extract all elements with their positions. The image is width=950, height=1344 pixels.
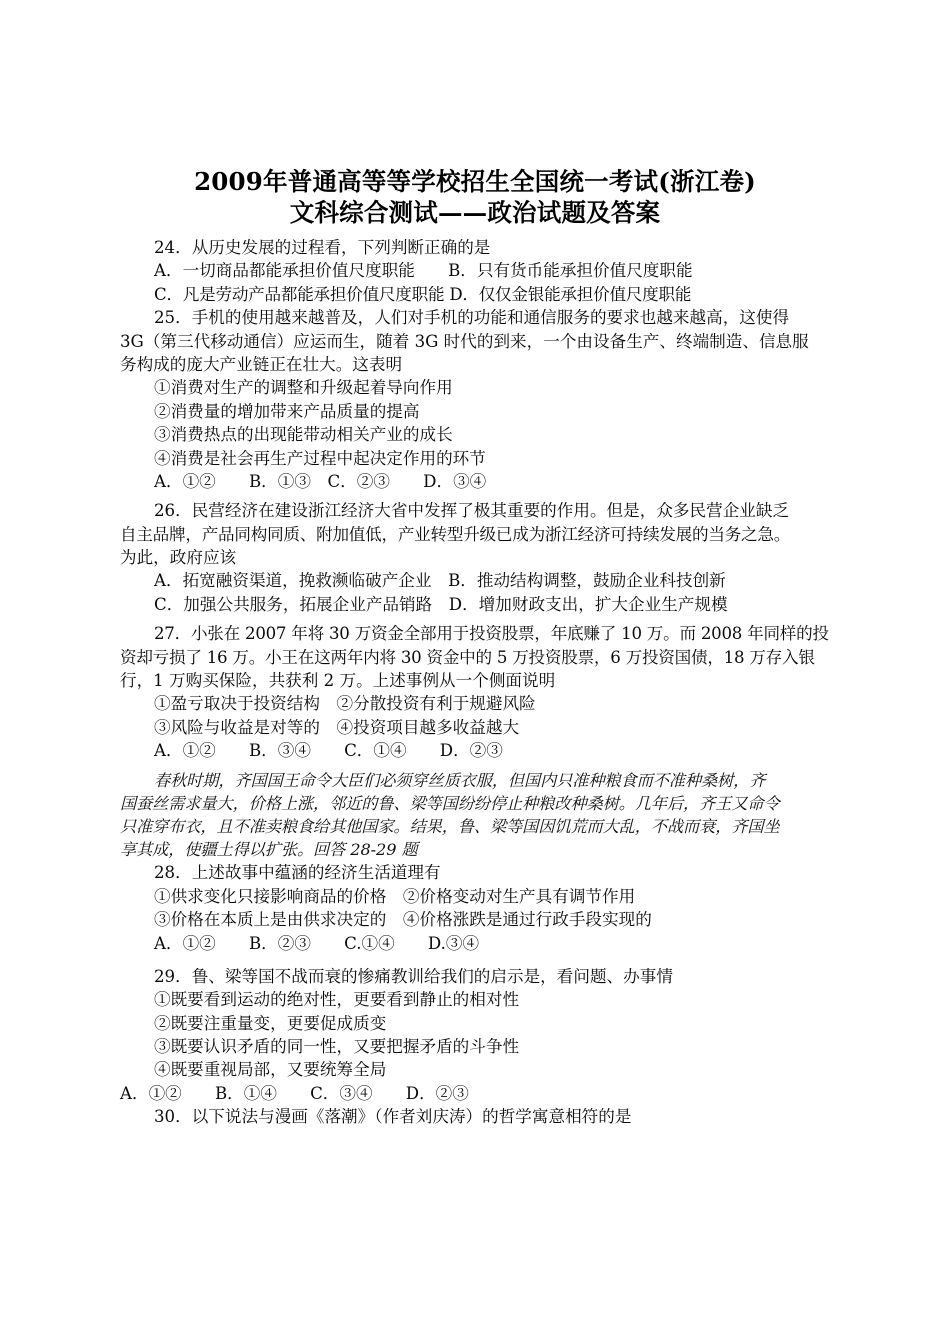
passage-line-2: 国蚕丝需求量大，价格上涨，邻近的鲁、梁等国纷纷停止种粮改种桑树。几年后，齐王又命令 (120, 793, 780, 813)
document-title (120, 166, 830, 228)
question-26 (120, 499, 832, 616)
question-28-stem: 28．上述故事中蕴涵的经济生活道理有 (154, 863, 441, 883)
question-25-item-3: ③消费热点的出现能带动相关产业的成长 (154, 425, 453, 445)
question-27-item-2: ③风险与收益是对等的 ④投资项目越多收益越大 (154, 717, 520, 737)
question-27-stem-line-1: 27．小张在 2007 年将 30 万资金全部用于投资股票，年底赚了 10 万。而 2008 年同样的投 (154, 624, 829, 644)
question-24-option-ab: A．一切商品都能承担价值尺度职能 B．只有货币能承担价值尺度职能 (154, 261, 693, 281)
question-24-stem: 24．从历史发展的过程看，下列判断正确的是 (154, 238, 491, 257)
question-29 (120, 965, 832, 1105)
title-line-2: 文科综合测试——政治试题及答案 (289, 198, 661, 227)
question-28-answer-row: A．①② B．②③ C.①④ D.③④ (154, 933, 480, 953)
question-27-stem-line-3: 行，1 万购买保险，共获利 2 万。上述事例从一个侧面说明 (120, 671, 556, 691)
question-30 (120, 1105, 832, 1128)
passage-line-3: 只准穿布衣，且不准卖粮食给其他国家。结果，鲁、梁等国因饥荒而大乱，不战而衰，齐国坐 (120, 816, 780, 836)
question-28-item-1: ①供求变化只接影响商品的价格 ②价格变动对生产具有调节作用 (154, 886, 636, 906)
passage-line-4: 享其成，使疆土得以扩张。回答 28-29 题 (120, 840, 418, 860)
question-26-stem-line-2: 自主品牌，产品同构同质、附加值低，产业转型升级已成为浙江经济可持续发展的当务之急。 (120, 524, 791, 544)
question-29-stem: 29．鲁、梁等国不战而衰的惨痛教训给我们的启示是，看问题、办事情 (154, 966, 673, 986)
question-25-item-1: ①消费对生产的调整和升级起着导向作用 (154, 378, 453, 398)
title-line-1: 2009年普通高等等学校招生全国统一考试(浙江卷) (194, 167, 756, 196)
question-26-option-cd: C．加强公共服务，拓展企业产品销路 D．增加财政支出，扩大企业生产规模 (154, 594, 728, 614)
question-29-item-1: ①既要看到运动的绝对性，更要看到静止的相对性 (154, 990, 520, 1010)
question-24 (120, 236, 832, 306)
question-28-item-2: ③价格在本质上是由供求决定的 ④价格涨跌是通过行政手段实现的 (154, 910, 652, 930)
question-26-stem-line-3: 为此，政府应该 (120, 548, 237, 568)
question-29-item-3: ③既要认识矛盾的同一性，又要把握矛盾的斗争性 (154, 1037, 520, 1057)
question-29-item-4: ④既要重视局部，又要统筹全局 (154, 1060, 387, 1080)
question-26-stem-line-1: 26．民营经济在建设浙江经济大省中发挥了极其重要的作用。但是，众多民营企业缺乏 (154, 501, 790, 521)
question-24-option-cd: C．凡是劳动产品都能承担价值尺度职能 D．仅仅金银能承担价值尺度职能 (154, 284, 692, 304)
question-25-stem-line-2: 3G（第三代移动通信）应运而生，随着 3G 时代的到来，一个由设备生产、终端制造、信息服 (120, 331, 809, 351)
question-26-option-ab: A．拓宽融资渠道，挽救濒临破产企业 B．推动结构调整，鼓励企业科技创新 (154, 571, 726, 591)
question-25 (120, 306, 832, 493)
question-25-stem-line-1: 25．手机的使用越来越普及，人们对手机的功能和通信服务的要求也越来越高，这使得 (154, 308, 790, 328)
passage-spring-autumn (120, 769, 832, 862)
exam-body (120, 236, 832, 1129)
question-25-item-4: ④消费是社会再生产过程中起决定作用的环节 (154, 448, 486, 468)
question-25-item-2: ②消费量的增加带来产品质量的提高 (154, 401, 420, 421)
question-29-answer-row: A．①② B．①④ C．③④ D．②③ (120, 1083, 469, 1103)
question-27-answer-row: A．①② B．③④ C．①④ D．②③ (154, 741, 503, 761)
question-25-stem-line-3: 务构成的庞大产业链正在壮大。这表明 (120, 354, 403, 374)
question-28 (120, 861, 832, 955)
question-29-item-2: ②既要注重量变，更要促成质变 (154, 1013, 387, 1033)
spacer-q28-q29 (120, 955, 832, 965)
question-25-answer-row: A．①② B．①③ C．②③ D．③④ (154, 471, 487, 491)
question-27-item-1: ①盈亏取决于投资结构 ②分散投资有利于规避风险 (154, 694, 536, 714)
question-27-stem-line-2: 资却亏损了 16 万。小王在这两年内将 30 资金中的 5 万投资股票，6 万投资国债，18 万存入银 (120, 647, 815, 667)
question-27 (120, 622, 832, 762)
passage-line-1: 春秋时期，齐国国王命令大臣们必须穿丝质衣服，但国内只准种粮食而不准种桑树，齐 (154, 770, 766, 790)
question-30-stem: 30．以下说法与漫画《落潮》（作者刘庆涛）的哲学寓意相符的是 (154, 1107, 632, 1127)
